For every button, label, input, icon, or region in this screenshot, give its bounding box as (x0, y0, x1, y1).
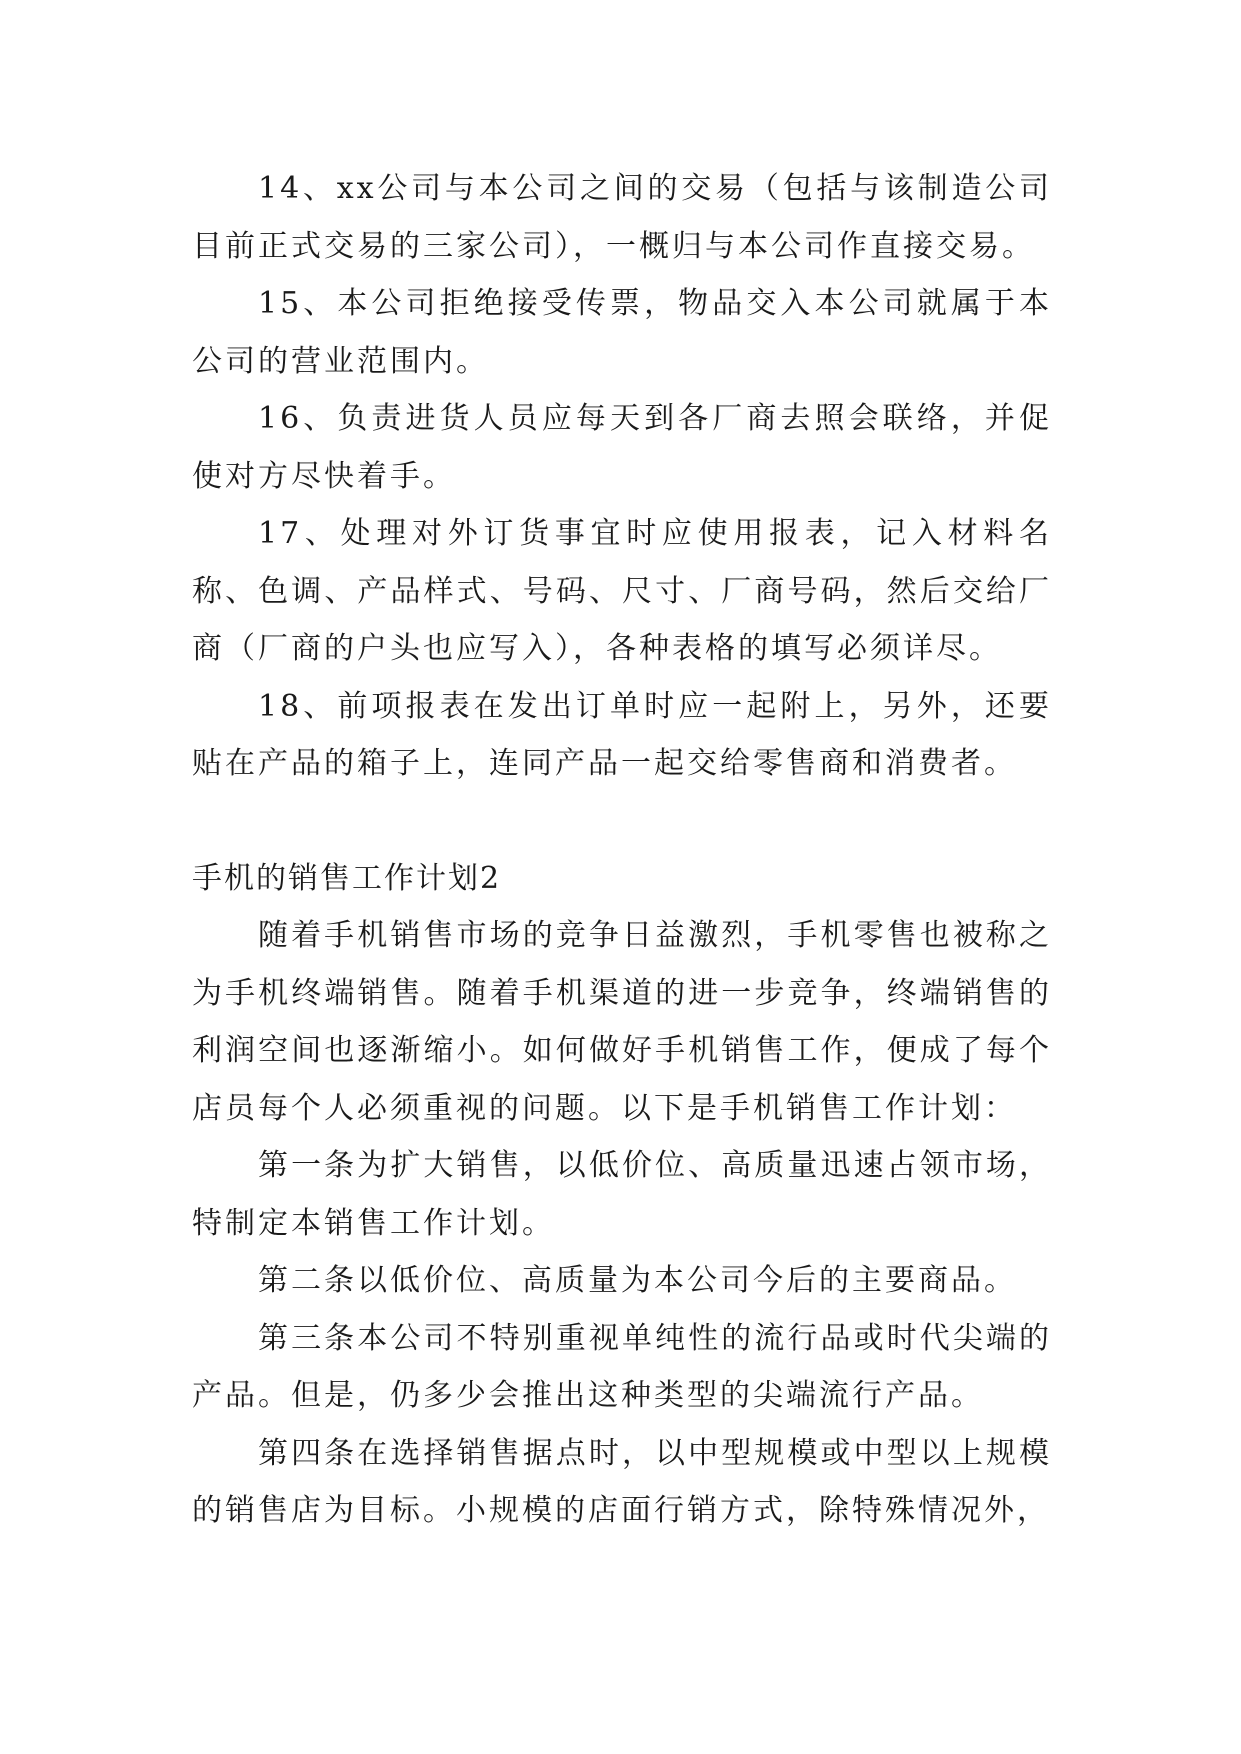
document-body (192, 160, 1052, 1540)
paragraph-article-2: 第二条以低价位、高质量为本公司今后的主要商品。 (258, 1263, 1017, 1298)
paragraph-item-15: 15、本公司拒绝接受传票，物品交入本公司就属于本公司的营业范围内。 (192, 286, 1052, 379)
paragraph-item-18: 18、前项报表在发出订单时应一起附上，另外，还要贴在产品的箱子上，连同产品一起交给零售商和消费者。 (192, 688, 1052, 781)
paragraph-intro: 随着手机销售市场的竞争日益激烈，手机零售也被称之为手机终端销售。随着手机渠道的进一步竞争，终端销售的利润空间也逐渐缩小。如何做好手机销售工作，便成了每个店员每个人必须重视的问题。以下是手机销售工作计划： (192, 918, 1052, 1126)
paragraph-article-3: 第三条本公司不特别重视单纯性的流行品或时代尖端的产品。但是，仍多少会推出这种类型的尖端流行产品。 (192, 1320, 1052, 1413)
paragraph-article-1: 第一条为扩大销售，以低价位、高质量迅速占领市场，特制定本销售工作计划。 (192, 1148, 1052, 1241)
paragraph-item-16: 16、负责进货人员应每天到各厂商去照会联络，并促使对方尽快着手。 (192, 401, 1052, 494)
paragraph-item-14: 14、xx公司与本公司之间的交易（包括与该制造公司目前正式交易的三家公司），一概归与本公司作直接交易。 (192, 171, 1052, 264)
paragraph-item-17: 17、处理对外订货事宜时应使用报表，记入材料名称、色调、产品样式、号码、尺寸、厂商号码，然后交给厂商（厂商的户头也应写入），各种表格的填写必须详尽。 (192, 516, 1052, 666)
section-heading: 手机的销售工作计划2 (192, 860, 502, 896)
paragraph-article-4: 第四条在选择销售据点时，以中型规模或中型以上规模的销售店为目标。小规模的店面行销方式，除特殊情况外， (192, 1435, 1052, 1528)
